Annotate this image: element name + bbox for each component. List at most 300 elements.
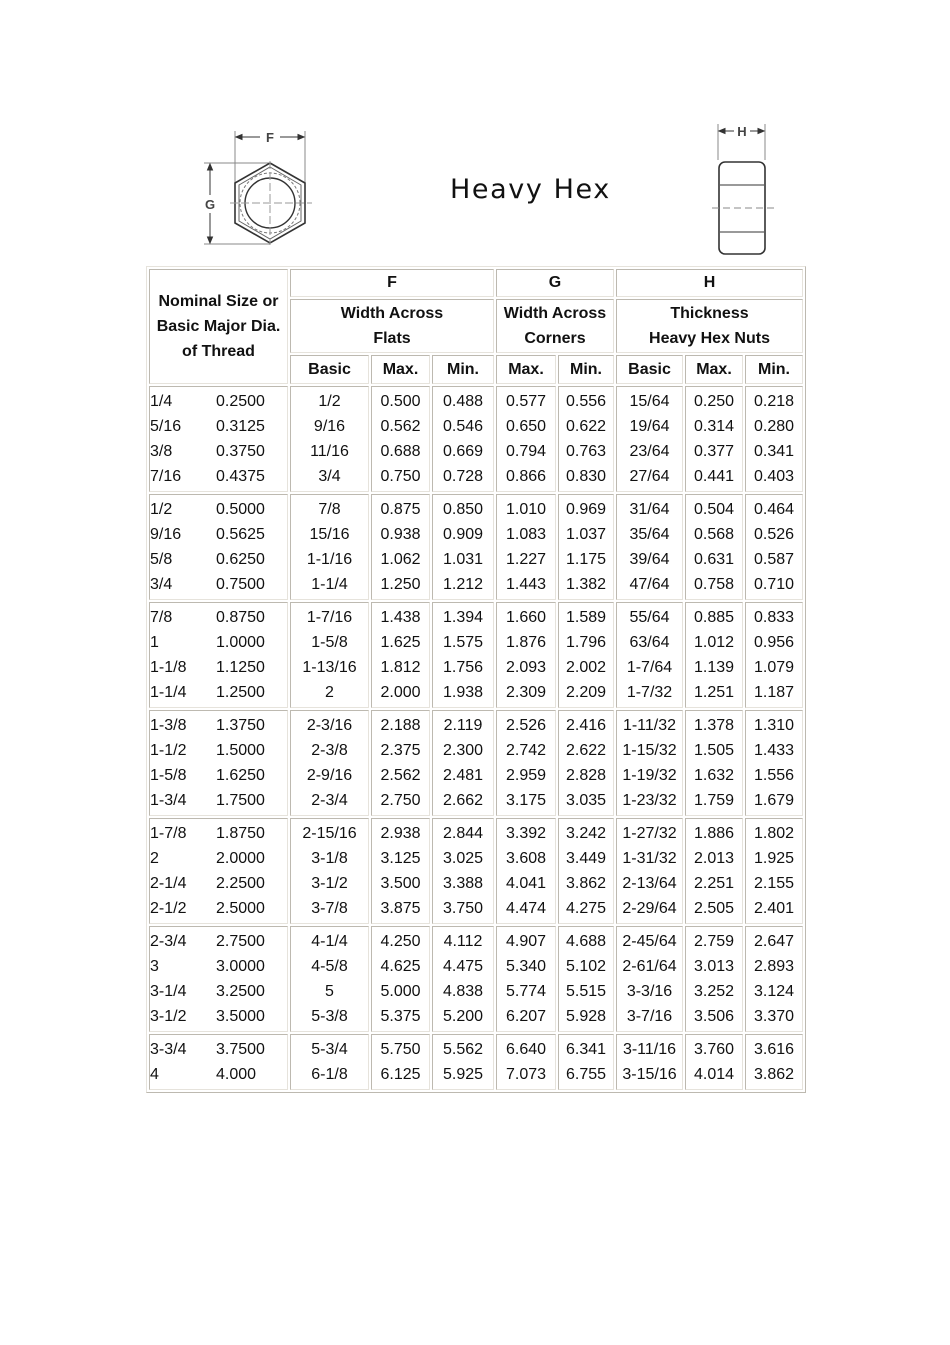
g-max-cell xyxy=(496,1034,556,1090)
h-min-value: 1.187 xyxy=(753,684,795,701)
h-max-value: 0.377 xyxy=(693,443,735,460)
h-max-cell xyxy=(685,386,743,492)
h-min-cell xyxy=(745,386,803,492)
f-basic-value: 3-1/8 xyxy=(311,850,348,867)
nominal-decimal: 1.8750 xyxy=(216,825,265,842)
h-max-cell xyxy=(685,710,743,816)
f-min-value: 1.394 xyxy=(442,609,484,626)
g-min-value: 2.209 xyxy=(565,684,607,701)
nominal-fraction: 2-1/4 xyxy=(150,875,187,892)
f-max-value: 5.750 xyxy=(380,1041,421,1058)
nominal-decimal: 1.6250 xyxy=(216,767,265,784)
nominal-fraction: 2-1/2 xyxy=(150,900,187,917)
f-max-cell xyxy=(371,926,430,1032)
g-max-value: 2.526 xyxy=(505,717,547,734)
table-row xyxy=(150,1062,287,1087)
nominal-decimal: 1.1250 xyxy=(216,659,265,676)
h-min-value: 3.124 xyxy=(753,983,795,1000)
table-row xyxy=(150,655,287,680)
h-min-value: 1.433 xyxy=(753,742,795,759)
h-basic-value: 2-13/64 xyxy=(622,875,677,892)
h-min-value: 3.370 xyxy=(753,1008,795,1025)
h-max-value: 2.251 xyxy=(693,875,735,892)
h-max-value: 1.378 xyxy=(693,717,735,734)
g-max-value: 4.474 xyxy=(505,900,547,917)
g-group-description: Width Across Corners xyxy=(496,299,614,353)
f-basic-value: 2-9/16 xyxy=(306,767,353,784)
table-row xyxy=(150,522,287,547)
h-min-value: 0.341 xyxy=(753,443,795,460)
h-max-value: 3.013 xyxy=(693,958,735,975)
h-basic-cell xyxy=(616,710,683,816)
f-min-value: 1.575 xyxy=(442,634,484,651)
h-group-description: Thickness Heavy Hex Nuts xyxy=(616,299,803,353)
h-max-value: 0.631 xyxy=(693,551,735,568)
f-basic-value: 5 xyxy=(325,983,334,1000)
nominal-fraction: 3-1/2 xyxy=(150,1008,187,1025)
h-max-value: 2.759 xyxy=(693,933,735,950)
f-basic-value: 1-1/4 xyxy=(311,576,348,593)
heavy-hex-dimensions-table xyxy=(146,266,806,1093)
h-basic-value: 1-11/32 xyxy=(622,717,677,734)
h-max-value: 0.441 xyxy=(693,468,735,485)
table-row xyxy=(150,572,287,597)
h-max-cell xyxy=(685,494,743,600)
h-max-cell xyxy=(685,602,743,708)
f-min-value: 0.488 xyxy=(442,393,484,410)
table-row xyxy=(150,821,287,846)
f-max-value: 2.562 xyxy=(380,767,421,784)
nominal-fraction: 1-1/2 xyxy=(150,742,187,759)
h-min-value: 0.956 xyxy=(753,634,795,651)
h-min-value: 0.526 xyxy=(753,526,795,543)
nominal-fraction: 5/16 xyxy=(150,418,182,435)
f-basic-value: 1-5/8 xyxy=(311,634,348,651)
h-basic-value: 47/64 xyxy=(629,576,670,593)
g-min-value: 0.556 xyxy=(565,393,607,410)
table-row xyxy=(150,954,287,979)
g-min-value: 1.037 xyxy=(565,526,607,543)
h-min-value: 2.155 xyxy=(753,875,795,892)
h-max-value: 0.250 xyxy=(693,393,735,410)
f-min-cell xyxy=(432,602,494,708)
f-min-value: 3.388 xyxy=(442,875,484,892)
h-min-value: 1.925 xyxy=(753,850,795,867)
g-min-cell xyxy=(558,386,614,492)
nominal-decimal: 4.000 xyxy=(216,1066,257,1083)
nominal-fraction: 2 xyxy=(150,850,159,867)
f-basic-value: 15/16 xyxy=(309,526,350,543)
h-max-value: 0.758 xyxy=(693,576,735,593)
nominal-size-cell xyxy=(149,818,288,924)
g-min-value: 3.242 xyxy=(565,825,607,842)
table-row xyxy=(150,929,287,954)
f-basic-value: 6-1/8 xyxy=(311,1066,348,1083)
nominal-fraction: 4 xyxy=(150,1066,159,1083)
f-basic-value: 3/4 xyxy=(318,468,341,485)
f-max-value: 1.438 xyxy=(380,609,421,626)
g-min-value: 3.862 xyxy=(565,875,607,892)
table-row xyxy=(150,680,287,705)
nominal-decimal: 3.0000 xyxy=(216,958,265,975)
g-group-letter: G xyxy=(496,269,614,297)
f-min-cell xyxy=(432,710,494,816)
nominal-fraction: 5/8 xyxy=(150,551,173,568)
f-basic-cell xyxy=(290,1034,369,1090)
g-max-value: 1.660 xyxy=(505,609,547,626)
f-max-value: 4.250 xyxy=(380,933,421,950)
g-min-value: 0.763 xyxy=(565,443,607,460)
g-min-value: 1.796 xyxy=(565,634,607,651)
f-basic-value: 1-1/16 xyxy=(306,551,353,568)
f-max-value: 3.875 xyxy=(380,900,421,917)
nominal-decimal: 3.7500 xyxy=(216,1041,265,1058)
f-min-cell xyxy=(432,926,494,1032)
f-min-value: 5.200 xyxy=(442,1008,484,1025)
nominal-fraction: 1-1/8 xyxy=(150,659,187,676)
g-max-value: 1.083 xyxy=(505,526,547,543)
f-min-value: 4.112 xyxy=(443,933,483,950)
f-min-value: 0.728 xyxy=(442,468,484,485)
g-min-value: 5.102 xyxy=(565,958,607,975)
h-min-value: 1.802 xyxy=(753,825,795,842)
h-basic-value: 15/64 xyxy=(629,393,670,410)
g-max-value: 7.073 xyxy=(505,1066,547,1083)
h-max-value: 2.505 xyxy=(693,900,735,917)
f-min-value: 0.850 xyxy=(442,501,484,518)
f-basic-value: 2-3/4 xyxy=(311,792,348,809)
f-basic-value: 9/16 xyxy=(313,418,346,435)
f-basic-cell xyxy=(290,494,369,600)
g-max-header: Max. xyxy=(496,355,556,384)
table-row xyxy=(150,763,287,788)
nominal-fraction: 3/4 xyxy=(150,576,173,593)
h-min-value: 0.833 xyxy=(753,609,795,626)
h-min-cell xyxy=(745,710,803,816)
g-max-value: 6.207 xyxy=(505,1008,547,1025)
f-basic-value: 7/8 xyxy=(318,501,341,518)
f-min-value: 2.481 xyxy=(442,767,484,784)
hex-nut-front-view-icon xyxy=(200,125,315,250)
g-max-cell xyxy=(496,602,556,708)
h-max-value: 3.760 xyxy=(693,1041,735,1058)
g-min-value: 0.830 xyxy=(565,468,607,485)
h-max-cell xyxy=(685,1034,743,1090)
h-basic-cell xyxy=(616,818,683,924)
nominal-fraction: 1-1/4 xyxy=(150,684,187,701)
h-basic-value: 19/64 xyxy=(629,418,670,435)
nominal-size-cell xyxy=(149,386,288,492)
h-basic-value: 1-7/64 xyxy=(626,659,673,676)
g-min-cell xyxy=(558,494,614,600)
table-row xyxy=(150,547,287,572)
h-basic-value: 3-11/16 xyxy=(622,1041,677,1058)
g-max-value: 0.577 xyxy=(505,393,547,410)
h-max-value: 1.759 xyxy=(693,792,735,809)
nominal-decimal: 2.7500 xyxy=(216,933,265,950)
f-min-cell xyxy=(432,494,494,600)
h-min-cell xyxy=(745,1034,803,1090)
nominal-decimal: 0.5625 xyxy=(216,526,265,543)
g-min-value: 4.275 xyxy=(565,900,607,917)
h-min-cell xyxy=(745,494,803,600)
h-basic-cell xyxy=(616,386,683,492)
table-row xyxy=(150,414,287,439)
row-group xyxy=(149,494,803,600)
h-max-value: 1.012 xyxy=(693,634,735,651)
h-min-value: 2.647 xyxy=(753,933,795,950)
row-group xyxy=(149,386,803,492)
h-max-value: 0.568 xyxy=(693,526,735,543)
g-min-value: 2.416 xyxy=(565,717,607,734)
table-row xyxy=(150,439,287,464)
f-max-cell xyxy=(371,602,430,708)
height-label-g: G xyxy=(204,197,216,212)
g-min-value: 5.515 xyxy=(565,983,607,1000)
table-row xyxy=(150,713,287,738)
g-max-value: 1.876 xyxy=(505,634,547,651)
h-basic-value: 1-15/32 xyxy=(622,742,677,759)
nominal-size-cell xyxy=(149,1034,288,1090)
row-group xyxy=(149,926,803,1032)
h-min-cell xyxy=(745,926,803,1032)
g-max-value: 4.041 xyxy=(505,875,547,892)
f-min-value: 3.750 xyxy=(442,900,484,917)
nominal-decimal: 0.6250 xyxy=(216,551,265,568)
nominal-decimal: 3.2500 xyxy=(216,983,265,1000)
nominal-decimal: 1.5000 xyxy=(216,742,265,759)
h-basic-value: 27/64 xyxy=(629,468,670,485)
nominal-fraction: 9/16 xyxy=(150,526,182,543)
h-basic-cell xyxy=(616,926,683,1032)
h-basic-value: 1-19/32 xyxy=(622,767,677,784)
h-basic-value: 39/64 xyxy=(629,551,670,568)
g-min-value: 3.449 xyxy=(565,850,607,867)
table-row xyxy=(150,497,287,522)
nominal-fraction: 1 xyxy=(150,634,159,651)
f-basic-value: 5-3/4 xyxy=(311,1041,348,1058)
f-max-value: 0.938 xyxy=(380,526,421,543)
h-max-value: 1.505 xyxy=(693,742,735,759)
h-max-value: 3.506 xyxy=(693,1008,735,1025)
f-basic-value: 1-13/16 xyxy=(302,659,357,676)
nominal-fraction: 2-3/4 xyxy=(150,933,187,950)
h-max-value: 2.013 xyxy=(693,850,735,867)
width-label-f: F xyxy=(266,130,274,145)
g-min-value: 0.969 xyxy=(565,501,607,518)
f-min-value: 3.025 xyxy=(442,850,484,867)
nominal-size-cell xyxy=(149,710,288,816)
g-max-value: 3.175 xyxy=(505,792,547,809)
f-max-cell xyxy=(371,1034,430,1090)
g-max-value: 5.774 xyxy=(505,983,547,1000)
h-max-cell xyxy=(685,818,743,924)
row-group xyxy=(149,1034,803,1090)
h-min-value: 2.893 xyxy=(753,958,795,975)
h-min-value: 1.556 xyxy=(753,767,795,784)
nominal-fraction: 3/8 xyxy=(150,443,173,460)
f-basic-cell xyxy=(290,926,369,1032)
g-max-cell xyxy=(496,710,556,816)
f-min-value: 2.119 xyxy=(443,717,483,734)
h-min-value: 1.679 xyxy=(753,792,795,809)
f-min-cell xyxy=(432,818,494,924)
nominal-fraction: 3-3/4 xyxy=(150,1041,187,1058)
g-max-value: 0.650 xyxy=(505,418,547,435)
f-min-value: 0.669 xyxy=(442,443,484,460)
h-group-letter: H xyxy=(616,269,803,297)
h-basic-value: 3-7/16 xyxy=(626,1008,673,1025)
table-row xyxy=(150,788,287,813)
h-max-value: 4.014 xyxy=(693,1066,735,1083)
f-basic-cell xyxy=(290,710,369,816)
g-min-header: Min. xyxy=(558,355,614,384)
g-min-cell xyxy=(558,710,614,816)
f-min-value: 1.031 xyxy=(442,551,484,568)
table-row xyxy=(150,871,287,896)
h-basic-value: 3-15/16 xyxy=(622,1066,677,1083)
h-min-value: 0.403 xyxy=(753,468,795,485)
f-min-cell xyxy=(432,1034,494,1090)
nominal-fraction: 7/8 xyxy=(150,609,173,626)
h-max-value: 1.886 xyxy=(693,825,735,842)
f-max-value: 0.875 xyxy=(380,501,421,518)
g-min-cell xyxy=(558,1034,614,1090)
h-min-value: 0.464 xyxy=(753,501,795,518)
g-min-value: 3.035 xyxy=(565,792,607,809)
f-max-header: Max. xyxy=(371,355,430,384)
nominal-size-header: Nominal Size or Basic Major Dia. of Thread xyxy=(149,269,288,384)
g-min-value: 2.002 xyxy=(565,659,607,676)
g-max-value: 0.866 xyxy=(505,468,547,485)
row-group xyxy=(149,710,803,816)
f-min-value: 5.925 xyxy=(442,1066,484,1083)
h-basic-cell xyxy=(616,602,683,708)
nominal-decimal: 0.3750 xyxy=(216,443,265,460)
f-basic-value: 4-5/8 xyxy=(311,958,348,975)
nominal-decimal: 0.4375 xyxy=(216,468,265,485)
h-max-value: 0.885 xyxy=(693,609,735,626)
h-basic-value: 23/64 xyxy=(629,443,670,460)
h-min-value: 1.079 xyxy=(753,659,795,676)
f-basic-value: 3-1/2 xyxy=(311,875,348,892)
f-basic-cell xyxy=(290,818,369,924)
g-min-value: 1.382 xyxy=(565,576,607,593)
f-min-value: 2.844 xyxy=(442,825,484,842)
table-row xyxy=(150,1037,287,1062)
h-max-header: Max. xyxy=(685,355,743,384)
nominal-fraction: 1-5/8 xyxy=(150,767,187,784)
f-max-value: 4.625 xyxy=(380,958,421,975)
nominal-decimal: 2.0000 xyxy=(216,850,265,867)
nominal-fraction: 1-3/8 xyxy=(150,717,187,734)
h-basic-header: Basic xyxy=(616,355,683,384)
h-basic-value: 1-31/32 xyxy=(622,850,677,867)
f-max-value: 2.375 xyxy=(380,742,421,759)
table-row xyxy=(150,738,287,763)
h-min-value: 3.616 xyxy=(753,1041,795,1058)
f-max-cell xyxy=(371,818,430,924)
f-max-value: 1.812 xyxy=(380,659,421,676)
g-min-value: 2.828 xyxy=(565,767,607,784)
f-min-value: 2.662 xyxy=(442,792,484,809)
g-max-value: 1.443 xyxy=(505,576,547,593)
nominal-fraction: 1-3/4 xyxy=(150,792,187,809)
nominal-fraction: 1/2 xyxy=(150,501,173,518)
f-max-cell xyxy=(371,494,430,600)
h-basic-value: 1-27/32 xyxy=(622,825,677,842)
h-max-value: 0.314 xyxy=(693,418,735,435)
f-max-value: 1.062 xyxy=(380,551,421,568)
f-max-value: 0.688 xyxy=(380,443,421,460)
f-max-value: 1.250 xyxy=(380,576,421,593)
h-min-cell xyxy=(745,818,803,924)
nominal-size-cell xyxy=(149,926,288,1032)
nominal-decimal: 0.7500 xyxy=(216,576,265,593)
f-basic-value: 2-3/16 xyxy=(306,717,353,734)
g-max-value: 1.227 xyxy=(505,551,547,568)
nominal-size-cell xyxy=(149,494,288,600)
g-max-cell xyxy=(496,494,556,600)
f-max-value: 2.188 xyxy=(380,717,421,734)
f-max-value: 5.375 xyxy=(380,1008,421,1025)
f-basic-value: 2-3/8 xyxy=(311,742,348,759)
g-min-value: 1.175 xyxy=(565,551,607,568)
f-max-value: 3.500 xyxy=(380,875,421,892)
f-max-value: 0.750 xyxy=(380,468,421,485)
h-basic-value: 63/64 xyxy=(629,634,670,651)
f-min-header: Min. xyxy=(432,355,494,384)
g-max-cell xyxy=(496,926,556,1032)
h-basic-value: 31/64 xyxy=(629,501,670,518)
f-basic-value: 5-3/8 xyxy=(311,1008,348,1025)
page-title: Heavy Hex xyxy=(450,174,611,205)
h-min-value: 1.310 xyxy=(753,717,795,734)
f-min-value: 4.838 xyxy=(442,983,484,1000)
h-min-value: 0.587 xyxy=(753,551,795,568)
f-basic-value: 11/16 xyxy=(310,443,349,460)
f-min-value: 1.756 xyxy=(442,659,484,676)
h-min-header: Min. xyxy=(745,355,803,384)
f-max-value: 2.938 xyxy=(380,825,421,842)
h-max-cell xyxy=(685,926,743,1032)
f-max-value: 1.625 xyxy=(380,634,421,651)
g-max-value: 2.742 xyxy=(505,742,547,759)
f-group-letter: F xyxy=(290,269,494,297)
f-basic-cell xyxy=(290,386,369,492)
f-basic-value: 4-1/4 xyxy=(311,933,348,950)
h-basic-value: 35/64 xyxy=(629,526,670,543)
f-basic-cell xyxy=(290,602,369,708)
g-min-value: 6.341 xyxy=(565,1041,607,1058)
f-min-value: 5.562 xyxy=(442,1041,484,1058)
nominal-decimal: 0.8750 xyxy=(216,609,265,626)
table-row xyxy=(150,979,287,1004)
nominal-fraction: 3 xyxy=(150,958,159,975)
nominal-size-cell xyxy=(149,602,288,708)
row-group xyxy=(149,818,803,924)
nominal-decimal: 1.0000 xyxy=(216,634,265,651)
nominal-decimal: 0.5000 xyxy=(216,501,265,518)
f-basic-value: 2-15/16 xyxy=(302,825,357,842)
nominal-decimal: 0.3125 xyxy=(216,418,265,435)
h-basic-cell xyxy=(616,1034,683,1090)
table-row xyxy=(150,464,287,489)
f-group-description: Width Across Flats xyxy=(290,299,494,353)
f-basic-value: 3-7/8 xyxy=(311,900,348,917)
h-min-value: 0.710 xyxy=(753,576,795,593)
nominal-decimal: 1.2500 xyxy=(216,684,265,701)
